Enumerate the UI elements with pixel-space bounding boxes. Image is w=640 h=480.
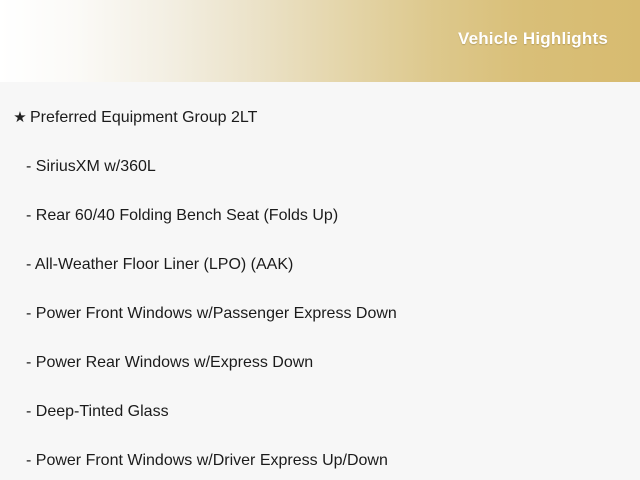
page-title: Vehicle Highlights [457,29,608,48]
feature-label: - Power Front Windows w/Driver Express Up/Down [26,452,388,469]
feature-label: - Rear 60/40 Folding Bench Seat (Folds Up) [26,207,339,224]
star-icon: ★ [13,109,27,126]
feature-label: - Power Rear Windows w/Express Down [26,354,314,371]
feature-label: - Power Front Windows w/Passenger Express Down [26,305,397,322]
list-item [0,352,640,374]
equipment-group-label: Preferred Equipment Group 2LT [30,109,258,126]
highlights-content [0,82,640,472]
header-band [0,0,640,82]
list-item [0,450,640,472]
feature-label: - Deep-Tinted Glass [26,403,169,420]
list-item [0,205,640,227]
feature-label: - All-Weather Floor Liner (LPO) (AAK) [26,256,294,273]
list-item [0,156,640,178]
feature-label: - SiriusXM w/360L [26,158,156,175]
equipment-group-row [0,107,640,129]
list-item [0,303,640,325]
list-item [0,401,640,423]
list-item [0,254,640,276]
